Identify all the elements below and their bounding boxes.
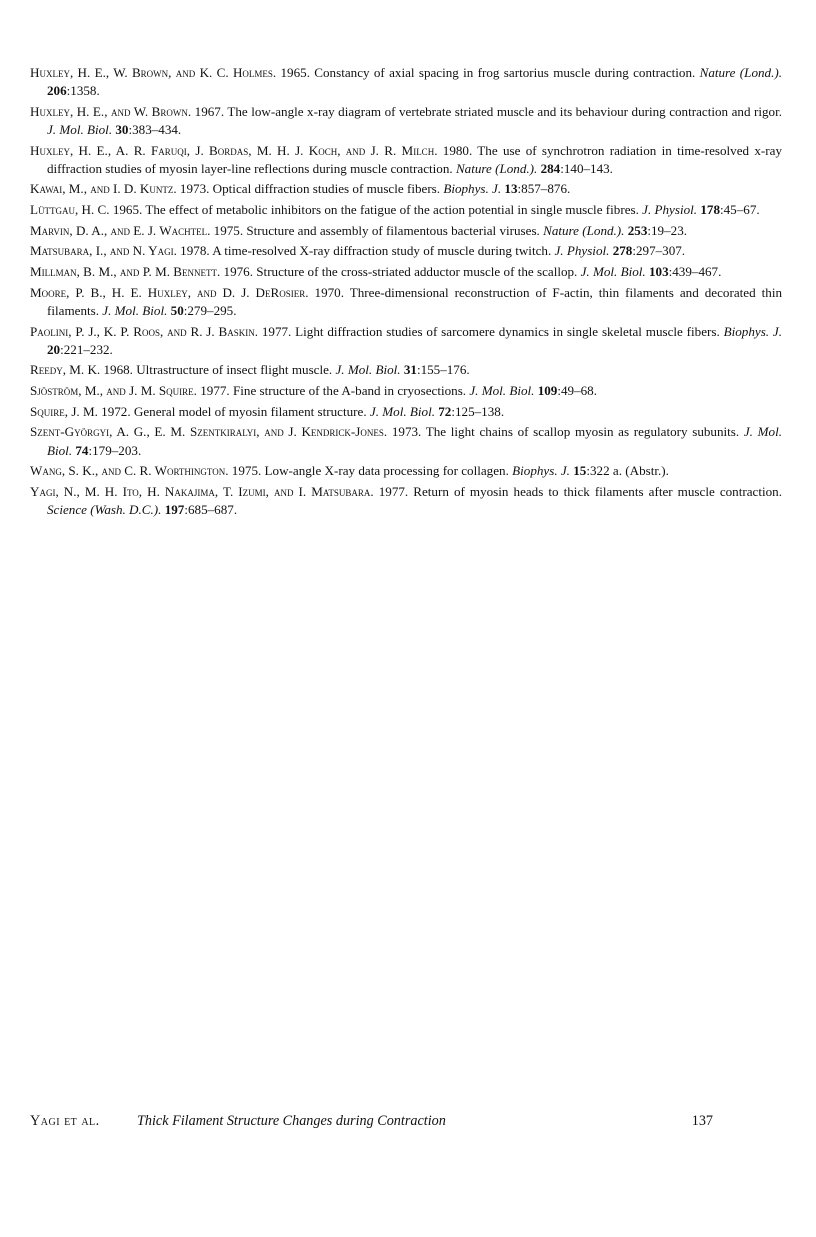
reference-journal: J. Mol. Biol. [580,264,646,280]
reference-authors: Huxley, H. E., and W. Brown. [30,103,192,119]
reference-pages: :279–295. [183,302,237,318]
reference-journal: Nature (Lond.). [455,160,538,176]
reference-entry [30,142,782,178]
reference-volume: 278 [609,243,633,259]
reference-volume: 50 [167,302,184,318]
reference-pages: :19–23. [647,222,688,238]
reference-pages: :297–307. [632,243,686,259]
reference-authors: Sjöström, M., and J. M. Squire. [30,383,197,399]
reference-volume: 284 [537,160,561,176]
reference-authors: Millman, B. M., and P. M. Bennett. [30,264,221,280]
reference-pages: :125–138. [451,403,505,419]
reference-title: 1967. The low-angle x-ray diagram of vertebrate striated muscle and its behaviour during contraction and rigor. [191,103,782,119]
reference-journal: J. Mol. Biol. [469,383,535,399]
reference-entry [30,103,782,139]
reference-authors: Lüttgau, H. C. [30,202,110,218]
reference-journal: J. Physiol. [642,202,698,218]
reference-volume: 31 [400,362,417,378]
reference-title: 1975. Structure and assembly of filamentous bacterial viruses. [210,222,544,238]
reference-journal: Nature (Lond.). [543,222,625,238]
reference-title: 1972. General model of myosin filament structure. [97,403,370,419]
reference-title: 1973. Optical diffraction studies of muscle fibers. [176,181,444,197]
reference-pages: :155–176. [416,362,470,378]
reference-authors: Huxley, H. E., W. Brown, and K. C. Holmes. [30,65,277,80]
reference-journal: J. Mol. Biol. [369,403,435,419]
reference-entry [30,462,782,480]
reference-journal: J. Mol. Biol. [47,424,782,458]
reference-journal: Biophys. J. [512,463,570,479]
reference-journal: J. Physiol. [554,243,610,259]
page-number: 137 [691,1113,713,1129]
footer-title: Thick Filament Structure Changes during Contraction [137,1113,446,1129]
reference-volume: 74 [72,442,89,458]
reference-entry [30,64,782,100]
reference-volume: 109 [534,383,558,399]
footer-author: Yagi et al. [30,1113,100,1129]
reference-title: 1980. The use of synchrotron radiation in time-resolved x-ray diffraction studies of myosin layer-line reflections during muscle contraction. [47,142,782,176]
reference-entry [30,222,782,240]
reference-title: 1965. Constancy of axial spacing in frog sartorius muscle during contraction. [276,65,700,80]
reference-entry [30,180,782,198]
reference-title: 1977. Light diffraction studies of sarcomere dynamics in single skeletal muscle fibers. [258,323,724,339]
reference-pages: :1358. [66,83,100,99]
reference-title: 1970. Three-dimensional reconstruction of F-actin, thin filaments and decorated thin filaments. [47,284,783,318]
reference-title: 1973. The light chains of scallop myosin as regulatory subunits. [387,424,744,440]
reference-entry [30,284,782,320]
reference-pages: :221–232. [60,341,113,357]
reference-title: 1975. Low-angle X-ray data processing for collagen. [228,463,513,479]
reference-authors: Matsubara, I., and N. Yagi. [30,243,177,259]
reference-authors: Szent-Györgyi, A. G., E. M. Szentkiralyi, and J. Kendrick-Jones. [30,424,388,440]
reference-entry [30,361,782,379]
reference-entry [30,263,782,281]
reference-title: 1977. Return of myosin heads to thick filaments after muscle contraction. [373,483,782,499]
reference-journal: Nature (Lond.). [699,65,782,80]
reference-entry [30,201,782,219]
reference-journal: J. Mol. Biol. [102,302,168,318]
reference-authors: Moore, P. B., H. E. Huxley, and D. J. DeRosier. [30,284,309,300]
reference-journal: J. Mol. Biol. [335,362,401,378]
reference-authors: Huxley, H. E., A. R. Faruqi, J. Bordas, M. H. J. Koch, and J. R. Milch. [30,142,438,158]
reference-pages: :45–67. [720,202,760,218]
reference-journal: Science (Wash. D.C.). [47,501,162,517]
reference-pages: :857–876. [517,181,571,197]
reference-pages: :439–467. [668,264,722,280]
reference-pages: :179–203. [88,442,142,458]
reference-authors: Marvin, D. A., and E. J. Wachtel. [30,222,211,238]
reference-volume: 197 [161,501,185,517]
reference-volume: 30 [112,121,129,137]
reference-authors: Wang, S. K., and C. R. Worthington. [30,463,229,479]
reference-entry [30,423,782,459]
reference-volume: 253 [624,222,648,238]
reference-entry [30,242,782,260]
reference-volume: 206 [47,83,67,99]
reference-entry [30,382,782,400]
reference-pages: :322 a. (Abstr.). [586,463,669,479]
reference-pages: :49–68. [557,383,598,399]
reference-volume: 103 [645,264,669,280]
reference-title: 1968. Ultrastructure of insect flight muscle. [100,362,336,378]
reference-pages: :383–434. [128,121,182,137]
reference-pages: :140–143. [560,160,613,176]
reference-entry [30,403,782,421]
reference-entry [30,483,782,519]
reference-volume: 13 [501,181,518,197]
reference-title: 1978. A time-resolved X-ray diffraction study of muscle during twitch. [176,243,555,259]
reference-list [30,64,782,522]
reference-journal: J. Mol. Biol. [47,121,113,137]
reference-volume: 15 [569,463,587,479]
reference-authors: Yagi, N., M. H. Ito, H. Nakajima, T. Izumi, and I. Matsubara. [30,483,374,499]
reference-authors: Squire, J. M. [30,403,98,419]
reference-journal: Biophys. J. [443,181,502,197]
reference-authors: Reedy, M. K. [30,362,101,378]
reference-journal: Biophys. J. [723,323,782,339]
reference-volume: 20 [47,341,61,357]
reference-pages: :685–687. [184,501,238,517]
reference-authors: Kawai, M., and I. D. Kuntz. [30,181,177,197]
reference-title: 1977. Fine structure of the A-band in cryosections. [196,383,470,399]
reference-entry [30,323,782,359]
reference-volume: 178 [697,202,720,218]
reference-title: 1965. The effect of metabolic inhibitors on the fatigue of the action potential in single muscle fibres. [109,202,643,218]
reference-volume: 72 [434,403,452,419]
reference-authors: Paolini, P. J., K. P. Roos, and R. J. Baskin. [30,323,259,339]
page-footer [30,1111,713,1131]
reference-title: 1976. Structure of the cross-striated adductor muscle of the scallop. [220,264,581,280]
